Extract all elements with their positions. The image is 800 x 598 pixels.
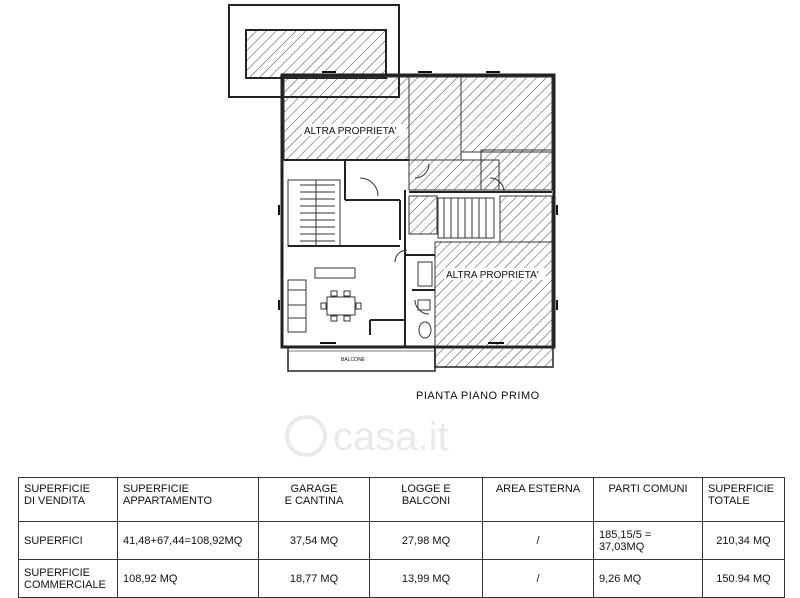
- cell-garage: 37,54 MQ: [259, 522, 370, 560]
- cell-totale: 210,34 MQ: [703, 522, 785, 560]
- watermark: [285, 415, 449, 460]
- cell-garage: 18,77 MQ: [259, 560, 370, 598]
- balcony: [288, 347, 553, 371]
- balcony-label: BALCONE: [341, 357, 365, 363]
- surface-table: [18, 477, 785, 598]
- header-cell: AREA ESTERNA: [483, 478, 594, 522]
- header-cell: SUPERFICIE TOTALE: [703, 478, 785, 522]
- cell-parti-comuni: 9,26 MQ: [594, 560, 703, 598]
- cell-appartamento: 108,92 MQ: [118, 560, 259, 598]
- header-cell: GARAGE E CANTINA: [259, 478, 370, 522]
- table-row: [19, 560, 785, 598]
- table-header-row: [19, 478, 785, 522]
- cell-parti-comuni: 185,15/5 = 37,03MQ: [594, 522, 703, 560]
- cell-area-esterna: /: [483, 522, 594, 560]
- row-label: SUPERFICI: [19, 522, 118, 560]
- cell-appartamento: 41,48+67,44=108,92MQ: [118, 522, 259, 560]
- shared-staircase: [438, 198, 494, 238]
- staircase: [288, 180, 340, 246]
- house-logo-icon: [285, 415, 327, 457]
- kitchen-counter: [288, 268, 355, 332]
- header-cell: SUPERFICIE DI VENDITA: [19, 478, 118, 522]
- cell-area-esterna: /: [483, 560, 594, 598]
- plan-caption: PIANTA PIANO PRIMO: [416, 390, 540, 402]
- cell-logge: 27,98 MQ: [370, 522, 483, 560]
- cell-logge: 13,99 MQ: [370, 560, 483, 598]
- header-cell: PARTI COMUNI: [594, 478, 703, 522]
- row-label: SUPERFICIE COMMERCIALE: [19, 560, 118, 598]
- other-property-label-upper: ALTRA PROPRIETA': [304, 126, 397, 137]
- header-cell: LOGGE E BALCONI: [370, 478, 483, 522]
- table-row: [19, 522, 785, 560]
- cell-totale: 150.94 MQ: [703, 560, 785, 598]
- bathroom-fixtures: [418, 262, 432, 338]
- dining-table: [321, 291, 361, 321]
- header-cell: SUPERFICIE APPARTAMENTO: [118, 478, 259, 522]
- other-property-label-lower: ALTRA PROPRIETA': [446, 270, 539, 281]
- watermark-text: casa.it: [333, 415, 449, 459]
